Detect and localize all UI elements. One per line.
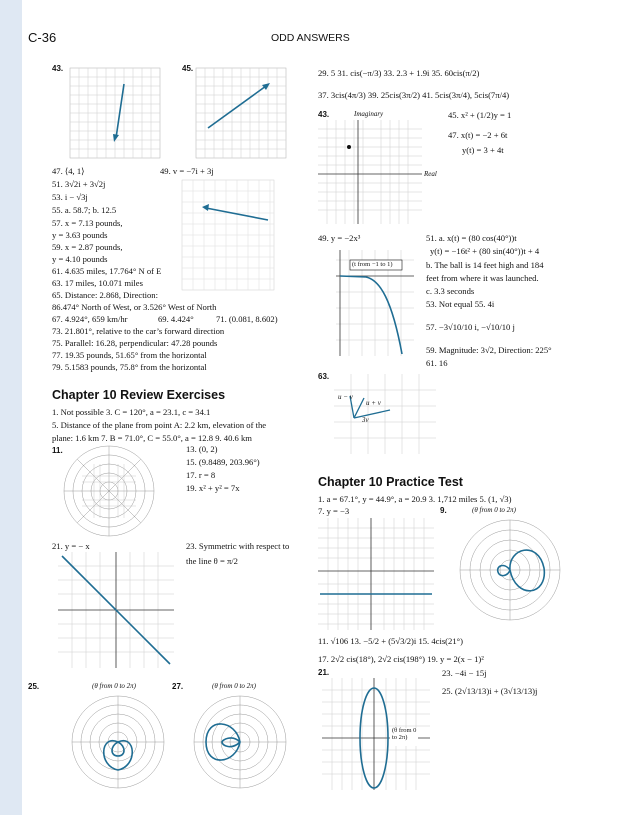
graph-49	[182, 180, 274, 290]
review-answer-13: 13. (0, 2)	[186, 444, 218, 454]
answer-61-right: 61. 16	[426, 358, 448, 368]
practice-line-17: 17. 2√2 cis(18°), 2√2 cis(198°) 19. y = 2(x − 1)²	[318, 654, 484, 664]
answer-73: 73. 21.801°, relative to the car’s forward direction	[52, 326, 225, 336]
graph-21	[58, 552, 174, 668]
t-range-note: (t from −1 to 1)	[352, 261, 393, 268]
page-title: ODD ANSWERS	[271, 32, 350, 44]
answer-45: 45. x² + (1/2)y = 1	[448, 110, 512, 120]
label-r21: 21.	[318, 668, 330, 677]
label-r9: 9.	[440, 506, 447, 515]
answer-49-right: 49. y = −2x³	[318, 233, 361, 243]
answer-57-right: 57. −3√10/10 i, −√10/10 j	[426, 322, 515, 332]
answer-65b: 86.474° North of West, or 3.526° West of North	[52, 302, 217, 312]
complex-plane-43	[318, 120, 422, 224]
answer-49: 49. v = −7i + 3j	[160, 166, 214, 176]
label-r43: 43.	[318, 110, 330, 119]
label-27: 27.	[172, 682, 184, 691]
page-edge-strip	[0, 0, 22, 815]
answer-55: 55. a. 58.7; b. 12.5	[52, 205, 117, 215]
practice-line-11: 11. √106 13. −5/2 + (5√3/2)i 15. 4cis(21°)	[318, 636, 463, 646]
vector-3v: 3v	[362, 416, 369, 424]
graph-45	[196, 68, 286, 158]
answer-61: 61. 4.635 miles, 17.764° N of E	[52, 266, 162, 276]
vector-u-plus-v: u + v	[366, 399, 381, 407]
imaginary-axis-label: Imaginary	[354, 110, 384, 118]
answer-59-right: 59. Magnitude: 3√2, Direction: 225°	[426, 345, 552, 355]
answer-59a: 59. x = 2.87 pounds,	[52, 242, 123, 252]
page-number: C-36	[28, 30, 57, 45]
theta-note-21: (θ from 0 to 2π)	[392, 727, 417, 741]
graph-practice-7	[318, 518, 434, 630]
label-11: 11.	[52, 446, 63, 455]
answer-63: 63. 17 miles, 10.071 miles	[52, 278, 143, 288]
review-answer-17: 17. r = 8	[186, 470, 216, 480]
practice-answer-7: 7. y = −3	[318, 506, 350, 516]
polar-graph-11	[62, 444, 156, 538]
label-43: 43.	[52, 64, 64, 73]
answer-59b: y = 4.10 pounds	[52, 254, 108, 264]
answer-47a: 47. x(t) = −2 + 6t	[448, 130, 508, 140]
review-line-3: plane: 1.6 km 7. B = 71.0°, C = 55.0°, a = 12.8 9. 40.6 km	[52, 433, 252, 443]
theta-note-25: (θ from 0 to 2π)	[92, 682, 137, 690]
answer-57a: 57. x = 7.13 pounds,	[52, 218, 123, 228]
review-answer-15: 15. (9.8489, 203.96°)	[186, 457, 260, 467]
answer-79: 79. 5.1583 pounds, 75.8° from the horizontal	[52, 362, 207, 372]
answer-77: 77. 19.35 pounds, 51.65° from the horizontal	[52, 350, 207, 360]
review-answer-19: 19. x² + y² = 7x	[186, 483, 240, 493]
vector-graph-63	[334, 374, 436, 454]
answer-51c: c. 3.3 seconds	[426, 286, 475, 296]
review-answer-23b: the line θ = π/2	[186, 556, 238, 566]
answer-67: 67. 4.924°, 659 km/hr	[52, 314, 128, 324]
answer-51: 51. 3√2i + 3√2j	[52, 179, 106, 189]
label-45: 45.	[182, 64, 194, 73]
polar-graph-25	[70, 694, 166, 790]
polar-graph-27	[192, 694, 288, 790]
answer-53-55: 53. Not equal 55. 4i	[426, 299, 495, 309]
answer-53: 53. i − √3j	[52, 192, 88, 202]
answers-37-41: 37. 3cis(4π/3) 39. 25cis(3π/2) 41. 5cis(3π/4), 5cis(7π/4)	[318, 90, 510, 100]
theta-note-9: (θ from 0 to 2π)	[472, 506, 517, 514]
answers-29-35: 29. 5 31. cis(−π/3) 33. 2.3 + 1.9i 35. 60cis(π/2)	[318, 68, 480, 78]
theta-note-27: (θ from 0 to 2π)	[212, 682, 257, 690]
answer-57b: y = 3.63 pounds	[52, 230, 108, 240]
answer-51a: 51. a. x(t) = (80 cos(40°))t	[426, 233, 517, 243]
label-r63: 63.	[318, 372, 330, 381]
polar-graph-practice-9	[458, 518, 562, 622]
answer-75: 75. Parallel: 16.28, perpendicular: 47.28 pounds	[52, 338, 218, 348]
answer-65a: 65. Distance: 2.868, Direction:	[52, 290, 158, 300]
practice-title: Chapter 10 Practice Test	[318, 475, 463, 489]
review-answer-23a: 23. Symmetric with respect to	[186, 541, 290, 551]
answer-51b-cont: feet from where it was launched.	[426, 273, 539, 283]
review-answer-21: 21. y = − x	[52, 541, 90, 551]
answer-69: 69. 4.424°	[158, 314, 194, 324]
review-line-1: 1. Not possible 3. C = 120°, a = 23.1, c = 34.1	[52, 407, 211, 417]
practice-answer-25: 25. (2√13/13)i + (3√13/13)j	[442, 686, 538, 696]
practice-line-1: 1. a = 67.1°, y = 44.9°, a = 20.9 3. 1,712 miles 5. (1, √3)	[318, 494, 512, 504]
graph-43	[70, 68, 160, 158]
answer-51a-y: y(t) = −16t² + (80 sin(40°))t + 4	[430, 246, 540, 256]
answer-51b: b. The ball is 14 feet high and 184	[426, 260, 544, 270]
review-line-2: 5. Distance of the plane from point A: 2.2 km, elevation of the	[52, 420, 267, 430]
real-axis-label: Real	[424, 170, 437, 178]
label-25: 25.	[28, 682, 40, 691]
answer-71: 71. (0.081, 8.602)	[216, 314, 278, 324]
answer-47b: y(t) = 3 + 4t	[462, 145, 504, 155]
vector-u-minus-v: u − v	[338, 393, 353, 401]
answer-47: 47. ⟨4, 1⟩	[52, 166, 85, 176]
review-title: Chapter 10 Review Exercises	[52, 388, 226, 402]
practice-answer-23: 23. −4i − 15j	[442, 668, 487, 678]
